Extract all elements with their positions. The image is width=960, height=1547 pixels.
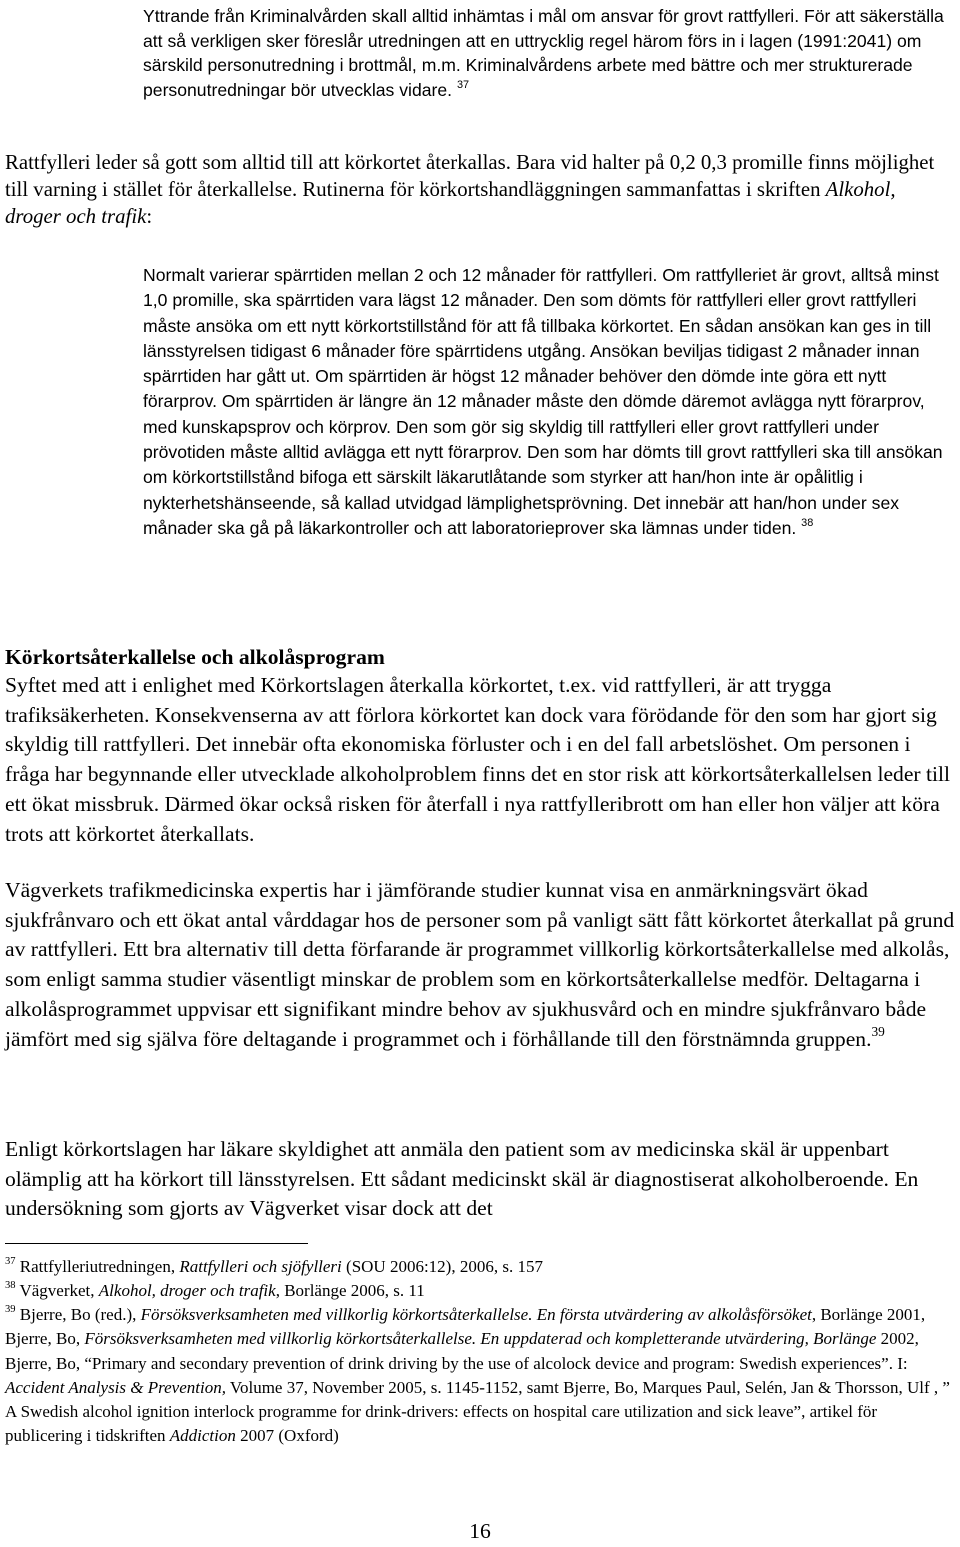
footnote-number: 39 xyxy=(5,1304,16,1316)
paragraph-text: Enligt körkortslagen har läkare skyldighet att anmäla den patient som av medicinska skäl är uppenbart olämplig att ha körkort till länsstyrelsen. Ett sådant medicinskt skäl är diagnostiserat alkoholberoende. En undersökning som gjorts av Vägverket visar dock att det xyxy=(5,1137,919,1221)
paragraph-text: Syftet med att i enlighet med Körkortslagen återkalla körkortet, t.ex. vid rattfylleri, är att trygga trafiksäkerheten. Konsekvenserna av att förlora körkortet kan dock vara förödande för den som har gjort sig skyldig till rattfylleri. Det innebär ofta ekonomiska förluster och i en del fall arbetslöshet. Om personen i fråga har begynnande eller utvecklade alkoholproblem finns det en stor risk att körkortsåterkallelsen leder till ett ökat missbruk. Därmed ökar också risken för återfall i nya rattfylleribrott om han eller hon väljer att köra trots att körkortet återkallats. xyxy=(5,673,950,846)
block-quote-kriminalvarden xyxy=(143,4,953,102)
quote-text: Yttrande från Kriminalvården skall alltid inhämtas i mål om ansvar för grovt rattfylleri. För att säkerställa att så verkligen sker föreslår utredningen att en uttrycklig regel härom förs in i lagen (1991:2041) om särskild personutredning i brottmål, m.m. Kriminalvårdens arbete med bättre och mer strukturerade personutredningar bör utvecklas vidare. xyxy=(143,6,944,100)
footnote-title: Försöksverksamheten med villkorlig körkortsåterkallelse. En uppdaterad och kompletterande utvärdering, Borlänge xyxy=(84,1329,877,1349)
footnote-text: Rattfylleriutredningen, xyxy=(19,1257,180,1276)
footnote-title: Alkohol, droger och trafik xyxy=(98,1281,276,1300)
footnote-text: Bjerre, Bo (red.), xyxy=(19,1305,141,1324)
footnote-text: 2002, Bjerre, Bo, “Primary and secondary prevention of drink driving by the use of alcolock device and program: Swedish experiences”. I: xyxy=(5,1329,919,1373)
footnote-title: Rattfylleri och sjöfylleri xyxy=(179,1257,342,1276)
paragraph-text: Vägverkets trafikmedicinska expertis har i jämförande studier kunnat visa en anmärkningsvärt ökad sjukfrånvaro och ett ökat antal vårddagar hos de personer som på vanligt sätt fått körkortet återkallat på grund av rattfylleri. Ett bra alternativ till detta förfarande är programmet villkorlig körkortsåterkallelse med alkolås, som enligt samma studier väsentligt minskar de problem som en körkortsåterkallelse medför. Deltagarna i alkolåsprogrammet uppvisar ett signifikant mindre behov av sjukhusvård och en mindre sjukfrånvaro både jämfört med sig själva före deltagande i programmet och i förhållande till den förstnämnda gruppen. xyxy=(5,878,955,1051)
paragraph-enligt-korkortslagen xyxy=(5,1135,960,1224)
footnote-title: Försöksverksamheten med villkorlig körkortsåterkallelse. En första utvärdering av alkolåsförsöket xyxy=(140,1305,812,1324)
page-number: 16 xyxy=(469,1519,491,1543)
block-quote-sparrtid xyxy=(143,263,960,541)
footnote-text: , Borlänge 2006, s. 11 xyxy=(275,1281,425,1300)
paragraph-rattfylleri xyxy=(5,149,955,230)
footnote-number: 38 xyxy=(5,1280,16,1292)
quote-text: Normalt varierar spärrtiden mellan 2 och 12 månader för rattfylleri. Om rattfylleriet är grovt, alltså minst 1,0 promille, ska spärrtiden vara lägst 12 månader. Den som dömts för rattfylleri eller grovt rattfylleri måste ansöka om ett nytt körkortstillstånd för att få tillbaka körkortet. En sådan ansökan kan ges in till länsstyrelsen tidigast 6 månader före spärrtidens utgång. Ansökan beviljas tidigast 2 månader innan spärrtiden har gått ut. Om spärrtiden är högst 12 månader behöver den dömde inte göra ett nytt förarprov. Om spärrtiden är längre än 12 månader måste den dömde däremot avlägga nytt förarprov, med kunskapsprov och körprov. Den som gör sig skyldig till rattfylleri eller grovt rattfylleri under prövotiden måste alltid avlägga ett nytt förarprov. Den som har dömts till grovt rattfylleri ska till ansökan om körkortstillstånd bifoga ett särskilt läkarutlåtande som styrker att han/hon inte är opålitlig i nykterhetshänseende, så kallad utvidgad lämplighetsprövning. Det innebär att han/hon under sex månader ska gå på läkarkontroller och att laboratorieprover ska lämnas under tiden. xyxy=(143,265,943,538)
footnote-37 xyxy=(5,1255,955,1279)
publication-title: Alkohol, droger och trafik xyxy=(5,178,896,228)
paragraph-text-end: : xyxy=(146,205,153,228)
footnote-39 xyxy=(5,1303,955,1449)
paragraph-vagverkets-expertis xyxy=(5,876,960,1054)
footnote-text: 2007 (Oxford) xyxy=(235,1426,339,1446)
journal-title: Accident Analysis & Prevention, xyxy=(5,1377,226,1397)
footnote-text: Vägverket, xyxy=(19,1281,99,1300)
paragraph-syftet xyxy=(5,671,960,849)
footnote-separator xyxy=(5,1243,308,1244)
footnote-text: , Borlänge 2001, Bjerre, Bo, xyxy=(5,1305,926,1349)
footnote-ref-39[interactable]: 39 xyxy=(871,1023,885,1039)
footnote-text: (SOU 2006:12), 2006, s. 157 xyxy=(341,1257,543,1276)
footnote-number: 37 xyxy=(5,1256,16,1268)
journal-title: Addiction xyxy=(169,1426,236,1446)
footnote-ref-37[interactable]: 37 xyxy=(456,78,470,91)
section-heading: Körkortsåterkallelse och alkolåsprogram xyxy=(5,645,385,669)
paragraph-text: Rattfylleri leder så gott som alltid till att körkortet återkallas. Bara vid halter på 0,2 0,3 promille finns möjlighet till varning i stället för återkallelse. Rutinerna för körkortshandläggningen sammanfattas i skriften xyxy=(5,151,935,201)
footnote-text: Volume 37, November 2005, s. 1145-1152, samt Bjerre, Bo, Marques Paul, Selén, Jan & Thorsson, Ulf , ” A Swedish alcohol ignition interlock programme for drink-drivers: effects on hospital care utilization and sick leave”, artikel för publicering i tidskriften xyxy=(5,1377,950,1446)
footnote-38 xyxy=(5,1279,955,1303)
footnote-ref-38[interactable]: 38 xyxy=(801,516,814,529)
